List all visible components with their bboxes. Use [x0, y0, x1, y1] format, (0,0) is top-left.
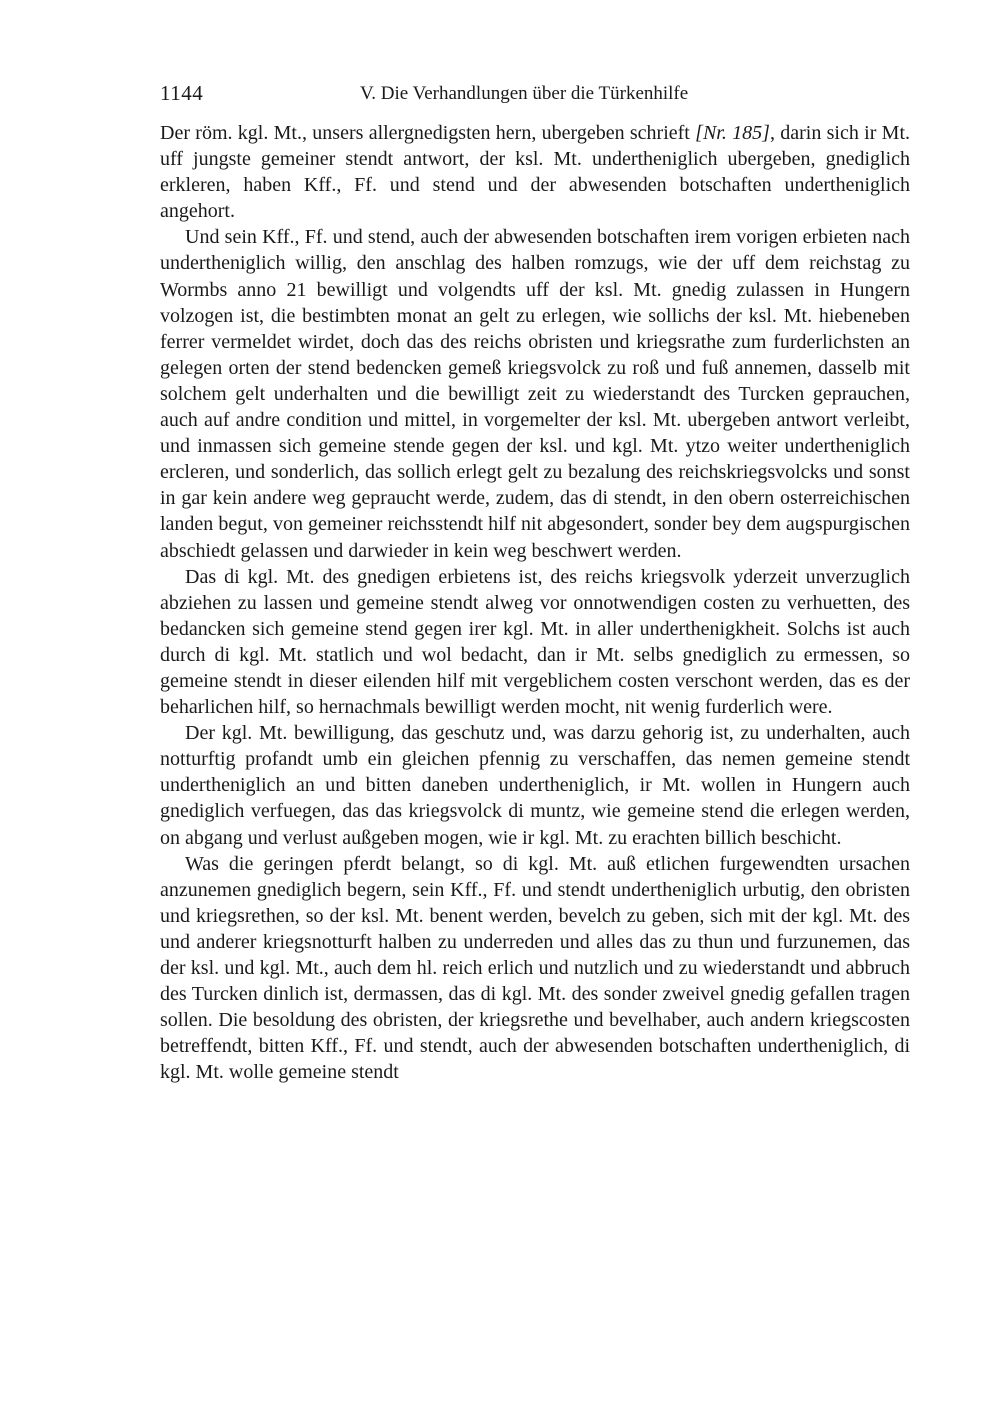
body-text	[160, 120, 910, 1085]
paragraph-4: Der kgl. Mt. bewilligung, das geschutz und, was darzu gehorig ist, zu underhalten, auch notturftig profandt umb ein gleichen pfennig zu verschaffen, das nemen gemeine stendt undertheniglich an und bitten daneben undertheniglich, ir Mt. wollen in Hungern auch gnediglich verfuegen, das das kriegsvolck di muntz, wie gemeine stend die erlegen werden, on abgang und verlust außgeben mogen, wie ir kgl. Mt. zu erachten billich beschicht.	[160, 722, 910, 849]
running-head: V. Die Verhandlungen über die Türkenhilfe	[360, 83, 689, 104]
document-reference: [Nr. 185]	[695, 122, 770, 144]
paragraph-5: Was die geringen pferdt belangt, so di kgl. Mt. auß etlichen furgewendten ursachen anzunemen gnediglich begern, sein Kff., Ff. und stendt undertheniglich urbutig, den obristen und kriegsrethen, so der ksl. Mt. benent werden, bevelch zu geben, sich mit der kgl. Mt. des und anderer kriegsnotturft halben zu underreden und alles das zu thun und furzunemen, das der ksl. und kgl. Mt., auch dem hl. reich erlich und nutzlich und zu wiederstandt und abbruch des Turcken dinlich ist, dermassen, das di kgl. Mt. des sonder zweivel gnedig gefallen tragen sollen. Die besoldung des obristen, der kriegsrethe und bevelhaber, auch andern kriegscosten betreffendt, bitten Kff., Ff. und stendt, auch der abwesenden botschaften undertheniglich, di kgl. Mt. wolle gemeine stendt	[160, 852, 910, 1084]
paragraph-3: Das di kgl. Mt. des gnedigen erbietens ist, des reichs kriegsvolk yderzeit unverzuglich abziehen zu lassen und gemeine stendt alweg vor onnotwendigen costen zu verhuetten, des bedancken sich gemeine stend gegen irer kgl. Mt. in aller underthenigkheit. Solchs ist auch durch di kgl. Mt. statlich und wol bedacht, dan ir Mt. selbs gnediglich zu ermessen, so gemeine stendt in dieser eilenden hilf mit vergeblichem costen verschont werden, das es der beharlichen hilf, so hernachmals bewilligt werden mocht, nit wenig furderlich were.	[160, 565, 910, 719]
paragraph-2: Und sein Kff., Ff. und stend, auch der abwesenden botschaften irem vorigen erbieten nach undertheniglich willig, den anschlag des halben romzugs, wie der uff dem reichstag zu Wormbs anno 21 bewilligt und volgendts uff der ksl. Mt. gnedig zulassen in Hungern volzogen ist, die bestimbten monat an gelt zu erlegen, wie sollichs der ksl. Mt. hiebeneben ferrer vermeldet wirdet, doch das des reichs obristen und kriegsrathe zum furderlichsten an gelegen orten der stend bedencken gemeß kriegsvolck zu roß und fuß annemen, dasselb mit solchem gelt underhalten und die bewilligt zeit zu wiederstandt des Turcken geprauchen, auch auf andre condition und mittel, in vorgemelter der ksl. Mt. ubergeben antwort verleibt, und inmassen sich gemeine stende gegen der ksl. und kgl. Mt. ytzo weiter undertheniglich ercleren, und sonderlich, das sollich erlegt gelt zu bezalung des reichskriegsvolcks und sonst in gar kein andere weg gepraucht werde, zudem, das di stendt, in den obern osterreichischen landen begut, von gemeiner reichsstendt hilf nit abgesondert, sonder bey dem augspurgischen abschiedt gelassen und darwieder in kein weg beschwert werden.	[160, 226, 910, 562]
page-number: 1144	[160, 81, 204, 105]
paragraph-1-text-end: , darin sich ir Mt. uff jungste gemeiner stendt antwort, der ksl. Mt. undertheniglich ubergeben, gnediglich erkleren, haben Kff., Ff. und stend und der abwesenden botschaften undertheniglich angehort.	[160, 122, 911, 223]
paragraph-1	[160, 120, 910, 224]
paragraph-1-text-start: Der röm. kgl. Mt., unsers allergnedigsten hern, ubergeben schrieft	[160, 122, 696, 144]
